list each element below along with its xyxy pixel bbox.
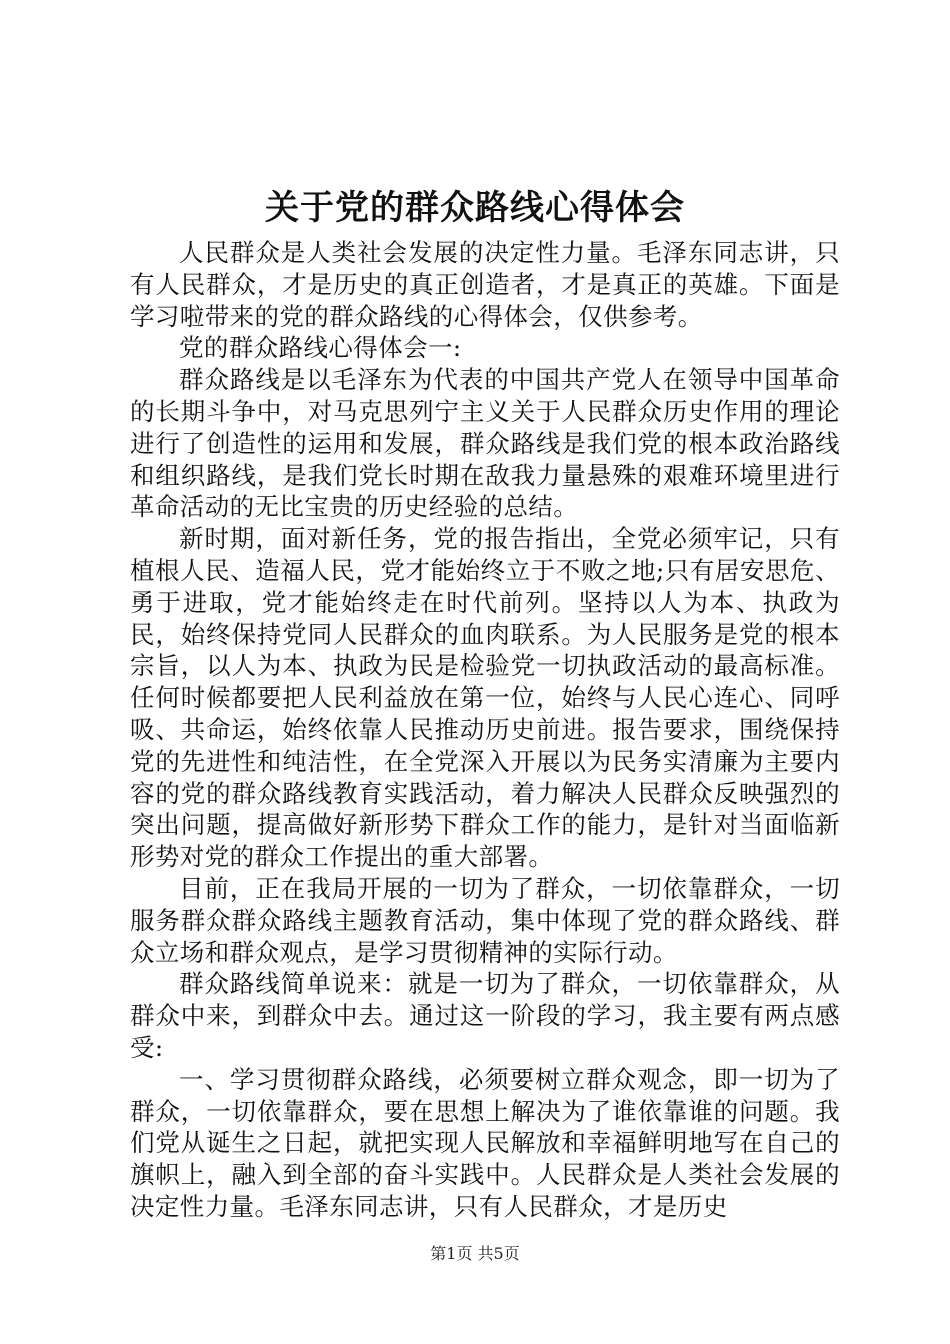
paragraph-heading-one: 党的群众路线心得体会一:: [179, 333, 462, 363]
paragraph-point-one: 一、学习贯彻群众路线，必须要树立群众观念，即一切为了群众，一切依靠群众，要在思想上解决为了谁依靠谁的问题。我们党从诞生之日起，就把实现人民解放和幸福鲜明地写在自己的旗帜上，融入到全部的奋斗实践中。人民群众是人类社会发展的决定性力量。毛泽东同志讲，只有人民群众，才是历史: [130, 1064, 840, 1221]
paragraph-summary: 群众路线简单说来：就是一切为了群众，一切依靠群众，从群众中来，到群众中去。通过这一阶段的学习，我主要有两点感受:: [130, 969, 840, 1062]
document-title: 关于党的群众路线心得体会: [265, 188, 685, 228]
paragraph-intro: 人民群众是人类社会发展的决定性力量。毛泽东同志讲，只有人民群众，才是历史的真正创造者，才是真正的英雄。下面是学习啦带来的党的群众路线的心得体会，仅供参考。: [130, 238, 840, 331]
paragraph-mass-line-definition: 群众路线是以毛泽东为代表的中国共产党人在领导中国革命的长期斗争中，对马克思列宁主义关于人民群众历史作用的理论进行了创造性的运用和发展，群众路线是我们党的根本政治路线和组织路线，是我们党长时期在敌我力量悬殊的艰难环境里进行革命活动的无比宝贵的历史经验的总结。: [130, 365, 840, 522]
page-number-footer: 第1页 共5页: [430, 1244, 520, 1263]
paragraph-new-era: 新时期，面对新任务，党的报告指出，全党必须牢记，只有植根人民、造福人民，党才能始终立于不败之地;只有居安思危、勇于进取，党才能始终走在时代前列。坚持以人为本、执政为民，始终保持党同人民群众的血肉联系。为人民服务是党的根本宗旨，以人为本、执政为民是检验党一切执政活动的最高标准。任何时候都要把人民利益放在第一位，始终与人民心连心、同呼吸、共命运，始终依靠人民推动历史前进。报告要求，围绕保持党的先进性和纯洁性，在全党深入开展以为民务实清廉为主要内容的党的群众路线教育实践活动，着力解决人民群众反映强烈的突出问题，提高做好新形势下群众工作的能力，是针对当面临新形势对党的群众工作提出的重大部署。: [130, 524, 840, 872]
paragraph-current-activity: 目前，正在我局开展的一切为了群众，一切依靠群众，一切服务群众群众路线主题教育活动，集中体现了党的群众路线、群众立场和群众观点，是学习贯彻精神的实际行动。: [130, 873, 840, 967]
document-body: [130, 237, 840, 1223]
